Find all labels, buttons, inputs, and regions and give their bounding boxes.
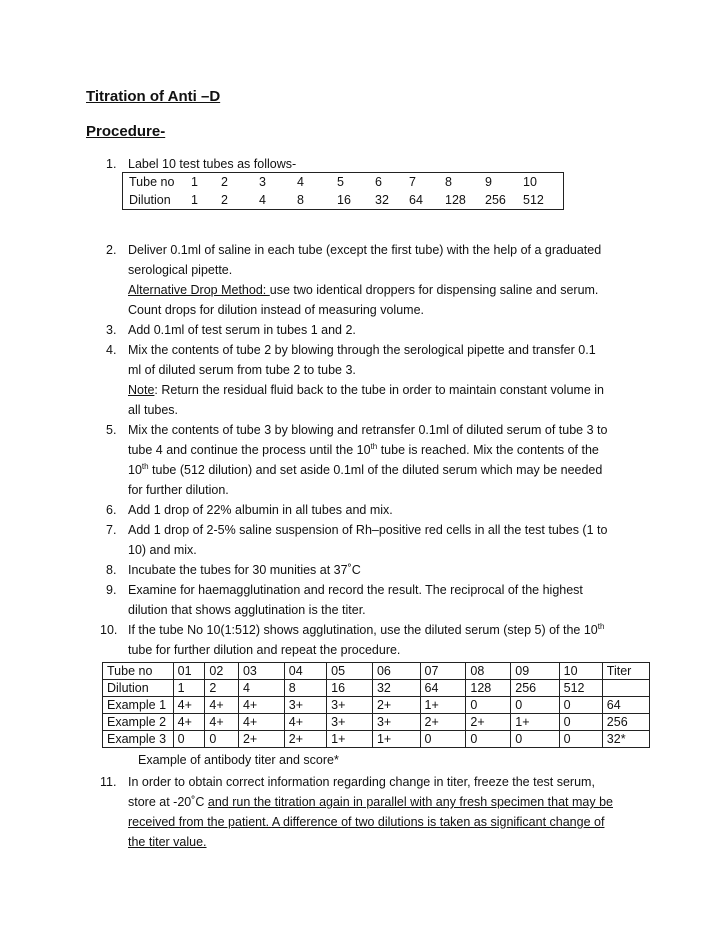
step-text: 10) and mix.	[128, 543, 197, 557]
table-cell: 3	[259, 175, 266, 189]
step-3	[106, 320, 666, 340]
table-cell: 3+	[327, 697, 373, 714]
step-number: 7.	[106, 523, 117, 537]
step-text: the titer value.	[128, 835, 207, 849]
table-cell: 256	[485, 193, 506, 207]
table-cell: Example 2	[103, 714, 174, 731]
step-text: received from the patient. A difference of two dilutions is taken as significant change of	[128, 815, 605, 829]
step-text: : Return the residual fluid back to the tube in order to maintain constant volume in	[154, 383, 604, 397]
table-cell: 2+	[238, 731, 284, 748]
table-row	[103, 663, 650, 680]
step-number: 8.	[106, 563, 117, 577]
step-text: 10	[128, 463, 142, 477]
step-text: Mix the contents of tube 3 by blowing and retransfer 0.1ml of diluted serum of tube 3 to	[128, 423, 608, 437]
table-cell: 2+	[284, 731, 326, 748]
step-number: 10.	[100, 623, 118, 637]
table-cell: 4+	[284, 714, 326, 731]
table-cell: 2	[205, 680, 239, 697]
table-cell: 08	[466, 663, 511, 680]
table-cell: 0	[420, 731, 466, 748]
table-cell: 0	[173, 731, 205, 748]
table-cell: 128	[466, 680, 511, 697]
step-text: Count drops for dilution instead of measuring volume.	[128, 303, 424, 317]
table-cell: 2	[221, 175, 228, 189]
table-cell: 1	[191, 175, 198, 189]
table-cell: 6	[375, 175, 382, 189]
step-1	[106, 154, 666, 174]
table-cell: 512	[523, 193, 544, 207]
table-row	[123, 173, 564, 192]
step-text: Add 1 drop of 2-5% saline suspension of Rh–positive red cells in all the test tubes (1 to	[128, 523, 608, 537]
table-cell: 4+	[205, 697, 239, 714]
table-cell: 09	[511, 663, 559, 680]
superscript: th	[597, 621, 605, 631]
table-cell: 128	[445, 193, 466, 207]
step-text: Label 10 test tubes as follows-	[128, 157, 297, 171]
step-2	[106, 240, 666, 320]
table-cell: 3+	[284, 697, 326, 714]
table-cell: 05	[327, 663, 373, 680]
table-cell: 16	[337, 193, 351, 207]
table-cell: 5	[337, 175, 344, 189]
table-cell: 02	[205, 663, 239, 680]
table-cell: 32*	[602, 731, 649, 748]
table-cell: 4+	[173, 697, 205, 714]
table-cell: 3+	[327, 714, 373, 731]
table-cell: Example 1	[103, 697, 174, 714]
table-cell: 1+	[511, 714, 559, 731]
table-cell: 64	[602, 697, 649, 714]
step-number: 4.	[106, 343, 117, 357]
antibody-titer-table	[102, 662, 650, 748]
table-cell: 16	[327, 680, 373, 697]
step-text: Examine for haemagglutination and record the result. The reciprocal of the highest	[128, 583, 583, 597]
table-cell: 4+	[173, 714, 205, 731]
table-cell: 1	[191, 193, 198, 207]
table-row	[103, 680, 650, 697]
step-text: Add 0.1ml of test serum in tubes 1 and 2.	[128, 323, 356, 337]
table-cell: 03	[238, 663, 284, 680]
table-cell: 04	[284, 663, 326, 680]
table-row	[103, 714, 650, 731]
step-text: and run the titration again in parallel with any fresh specimen that may be	[207, 795, 613, 809]
step-8	[106, 560, 666, 580]
step-text: dilution that shows agglutination is the titer.	[128, 603, 366, 617]
step-text: for further dilution.	[128, 483, 229, 497]
table-cell: 4+	[238, 697, 284, 714]
table-cell: 256	[511, 680, 559, 697]
table-cell: 1	[173, 680, 205, 697]
table-row	[103, 697, 650, 714]
table-cell: 0	[205, 731, 239, 748]
table-cell: 3+	[372, 714, 420, 731]
step-text: If the tube No 10(1:512) shows agglutination, use the diluted serum (step 5) of the 10	[128, 623, 598, 637]
table-cell: 4	[259, 193, 266, 207]
table-cell: 2+	[372, 697, 420, 714]
table-cell: 9	[485, 175, 492, 189]
table-cell: 0	[559, 697, 602, 714]
table-cell: 4+	[238, 714, 284, 731]
tube-dilution-table	[122, 172, 564, 210]
table-cell: 0	[511, 731, 559, 748]
step-number: 6.	[106, 503, 117, 517]
step-number: 11.	[100, 775, 117, 789]
table-cell: Tube no	[129, 175, 175, 189]
step-text: tube for further dilution and repeat the procedure.	[128, 643, 401, 657]
table-cell: Example 3	[103, 731, 174, 748]
step-text: Incubate the tubes for 30 munities at 37˚C	[128, 563, 361, 577]
step-text: tube (512 dilution) and set aside 0.1ml of the diluted serum which may be needed	[148, 463, 603, 477]
table-cell: 8	[445, 175, 452, 189]
table-cell: 32	[372, 680, 420, 697]
step-number: 3.	[106, 323, 117, 337]
step-10	[100, 620, 660, 660]
table-caption: Example of antibody titer and score*	[138, 753, 339, 767]
table-cell: 07	[420, 663, 466, 680]
table-cell: 7	[409, 175, 416, 189]
table-cell: 32	[375, 193, 389, 207]
step-number: 2.	[106, 243, 117, 257]
step-text: tube is reached. Mix the contents of the	[377, 443, 599, 457]
step-4	[106, 340, 666, 420]
step-5	[106, 420, 666, 500]
step-number: 5.	[106, 423, 117, 437]
table-cell: 2+	[420, 714, 466, 731]
table-cell: 64	[409, 193, 423, 207]
table-cell: 06	[372, 663, 420, 680]
table-cell: 1+	[327, 731, 373, 748]
table-cell: 8	[284, 680, 326, 697]
table-cell: 4	[297, 175, 304, 189]
step-6	[106, 500, 666, 520]
step-text: Mix the contents of tube 2 by blowing through the serological pipette and transfer 0.1	[128, 343, 596, 357]
table-cell: 4+	[205, 714, 239, 731]
step-text: tube 4 and continue the process until the 10	[128, 443, 371, 457]
table-cell: 8	[297, 193, 304, 207]
procedure-heading: Procedure-	[86, 123, 166, 140]
table-cell: 10	[559, 663, 602, 680]
table-cell: 0	[511, 697, 559, 714]
step-text: use two identical droppers for dispensing saline and serum.	[269, 283, 599, 297]
superscript: th	[370, 441, 378, 451]
step-text: In order to obtain correct information regarding change in titer, freeze the test serum,	[128, 775, 595, 789]
table-cell	[602, 680, 649, 697]
table-cell: 512	[559, 680, 602, 697]
table-cell: 1+	[372, 731, 420, 748]
step-text: Add 1 drop of 22% albumin in all tubes and mix.	[128, 503, 393, 517]
table-cell: 2+	[466, 714, 511, 731]
step-text: store at -20˚C	[128, 795, 208, 809]
step-text: serological pipette.	[128, 263, 233, 277]
table-row	[103, 731, 650, 748]
table-cell: 64	[420, 680, 466, 697]
table-cell: 2	[221, 193, 228, 207]
step-number: 9.	[106, 583, 117, 597]
table-cell: Titer	[602, 663, 649, 680]
table-row	[123, 191, 564, 210]
table-cell: Dilution	[129, 193, 171, 207]
table-cell: Dilution	[103, 680, 174, 697]
table-cell: 0	[559, 714, 602, 731]
step-7	[106, 520, 666, 560]
table-cell: 256	[602, 714, 649, 731]
page-title: Titration of Anti –D	[86, 88, 221, 105]
table-cell: 0	[466, 731, 511, 748]
table-cell: 4	[238, 680, 284, 697]
step-11	[100, 772, 660, 852]
superscript: th	[141, 461, 149, 471]
table-cell: 0	[466, 697, 511, 714]
step-9	[106, 580, 666, 620]
step-text: all tubes.	[128, 403, 179, 417]
alternative-method-label: Alternative Drop Method:	[128, 283, 270, 297]
table-cell: Tube no	[103, 663, 174, 680]
note-label: Note	[128, 383, 155, 397]
step-text: Deliver 0.1ml of saline in each tube (except the first tube) with the help of a graduated	[128, 243, 602, 257]
table-cell: 10	[523, 175, 537, 189]
step-number: 1.	[106, 157, 117, 171]
table-cell: 01	[173, 663, 205, 680]
table-cell: 1+	[420, 697, 466, 714]
table-cell: 0	[559, 731, 602, 748]
step-text: ml of diluted serum from tube 2 to tube 3.	[128, 363, 356, 377]
